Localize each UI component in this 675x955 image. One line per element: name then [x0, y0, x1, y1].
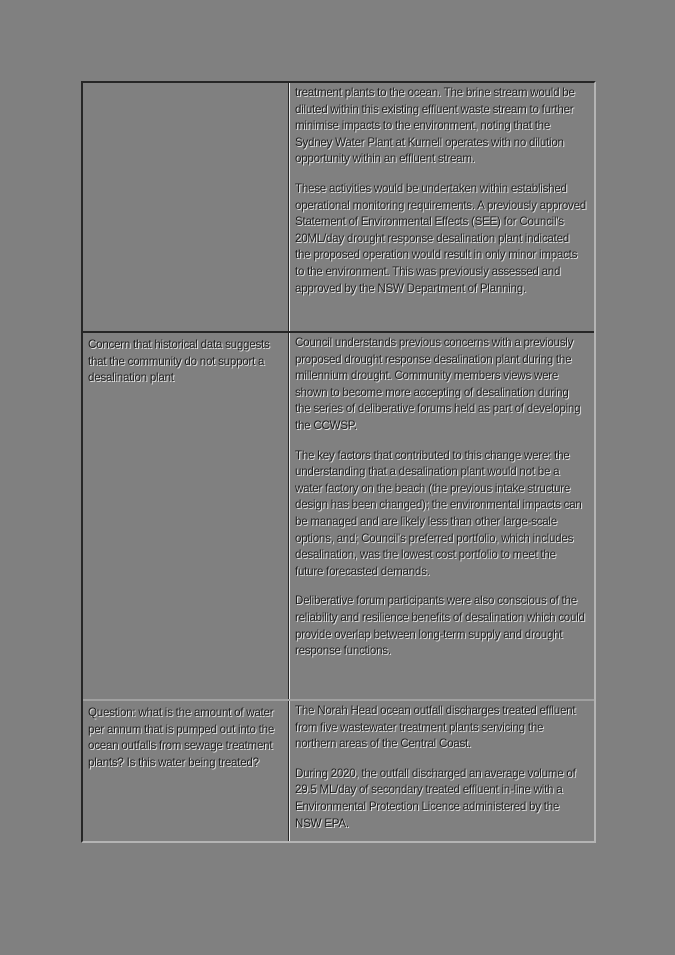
response-cell [289, 83, 594, 331]
response-paragraph: During 2020, the outfall discharged an average volume of 29.5 ML/day of secondary treated effluent in-line with a Environmental Protection Licence administered by the NSW EPA. [295, 766, 576, 830]
consultation-response-table [81, 81, 596, 843]
response-paragraph: Deliberative forum participants were also conscious of the reliability and resilience benefits of desalination which could provide overlap between long-term supply and drought response functions. [295, 594, 585, 658]
response-paragraph: These activities would be undertaken within established operational monitoring requirements. A previously approved Statement of Environmental Effects (SEE) for Council's 20ML/day drought response desalination plant indicated the proposed operation would result in only minor impacts to the environment. This was previously assessed and approved by the NSW Department of Planning. [295, 181, 586, 295]
table-row [83, 701, 594, 841]
concern-cell [83, 333, 289, 699]
table-row [83, 83, 594, 333]
response-paragraph: Council understands previous concerns with a previously proposed drought response desalination plant during the millennium drought. Community members views were shown to become more accepting of desalination during the series of deliberative forums held as part of developing the CCWSP. [295, 336, 581, 432]
response-cell [289, 701, 594, 841]
response-cell [289, 333, 594, 699]
concern-cell [83, 701, 289, 841]
concern-cell [83, 83, 289, 331]
response-paragraph: The key factors that contributed to this change were: the understanding that a desalination plant would not be a water factory on the beach (the previous intake structure design has been changed); the environmental impacts can be managed and are likely less than other large-scale options, and; Council's preferred portfolio, which includes desalination, was the lowest cost portfolio to meet the future forecasted demands. [295, 448, 582, 578]
table-row [83, 333, 594, 701]
concern-text: Question: what is the amount of water per annum that is pumped out into the ocean outfalls from sewage treatment plants? Is this water being treated? [88, 706, 275, 769]
concern-text: Concern that historical data suggests that the community do not support a desalination plant [88, 338, 270, 385]
response-paragraph: treatment plants to the ocean. The brine stream would be diluted within this existing effluent waste stream to further minimise impacts to the environment, noting that the Sydney Water Plant at Kurnell operates with no dilution opportunity within an effluent stream. [295, 86, 575, 166]
response-paragraph: The Norah Head ocean outfall discharges treated effluent from five wastewater treatment plants servicing the northern areas of the Central Coast. [295, 704, 576, 751]
